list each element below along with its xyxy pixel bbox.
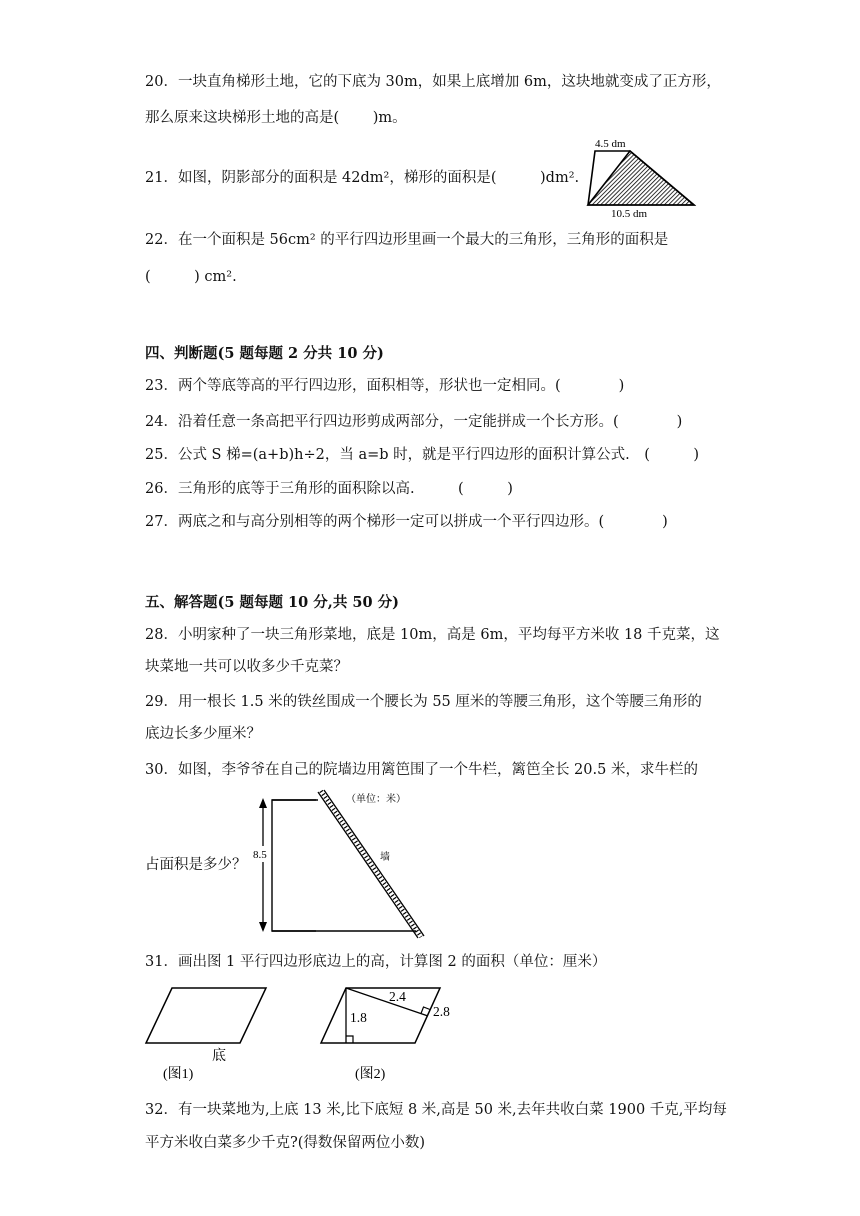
q32-line1: 32．有一块菜地为,上底 13 米,比下底短 8 米,高是 50 米,去年共收白菜 1900 千克,平均每 bbox=[145, 1102, 727, 1118]
q28-line1: 28．小明家种了一块三角形菜地，底是 10m，高是 6m，平均每平方米收 18 千克菜，这 bbox=[145, 627, 720, 643]
shaded-triangle bbox=[588, 151, 694, 205]
q32-line2: 平方米收白菜多少千克?(得数保留两位小数) bbox=[145, 1135, 426, 1151]
q29-line2: 底边长多少厘米？ bbox=[145, 726, 261, 742]
q20-line2: 那么原来这块梯形土地的高是( )m。 bbox=[145, 110, 407, 126]
q21-text: 21．如图，阴影部分的面积是 42dm²，梯形的面积是( )dm². bbox=[145, 170, 580, 186]
fence-outline bbox=[272, 800, 316, 931]
section5-title: 五、解答题(5 题每题 10 分,共 50 分) bbox=[145, 594, 399, 611]
q31-figure-2 bbox=[318, 985, 468, 1080]
q27: 27．两底之和与高分别相等的两个梯形一定可以拼成一个平行四边形。( ) bbox=[145, 514, 668, 530]
arrow-down-icon bbox=[259, 922, 267, 932]
q29-line1: 29．用一根长 1.5 米的铁丝围成一个腰长为 55 厘米的等腰三角形，这个等腰三角形的 bbox=[145, 694, 702, 710]
q20-line1: 20．一块直角梯形土地，它的下底为 30m，如果上底增加 6m，这块地就变成了正方形， bbox=[145, 74, 721, 90]
fig2-a-label: 2.4 bbox=[389, 989, 406, 1004]
q30-line1: 30．如图，李爷爷在自己的院墙边用篱笆围了一个牛栏，篱笆全长 20.5 米，求牛栏的 bbox=[145, 762, 698, 778]
parallelogram-1 bbox=[146, 988, 266, 1043]
q28-line2: 块菜地一共可以收多少千克菜？ bbox=[145, 659, 348, 675]
fig2-caption: (图2) bbox=[355, 1067, 386, 1082]
q30-cattle-pen-figure bbox=[248, 788, 448, 946]
q21-trapezoid-figure bbox=[585, 135, 700, 220]
right-angle-mark-1 bbox=[346, 1036, 353, 1043]
wall-line-1 bbox=[318, 792, 418, 938]
q22-line1: 22．在一个面积是 56cm² 的平行四边形里画一个最大的三角形，三角形的面积是 bbox=[145, 232, 669, 248]
q31-text: 31．画出图 1 平行四边形底边上的高，计算图 2 的面积（单位：厘米） bbox=[145, 954, 607, 970]
fig1-caption: (图1) bbox=[163, 1067, 194, 1082]
wall-hatch bbox=[321, 791, 421, 937]
q24: 24．沿着任意一条高把平行四边形剪成两部分，一定能拼成一个长方形。( ) bbox=[145, 414, 683, 430]
q30-height-label: 8.5 bbox=[253, 849, 267, 861]
q25: 25．公式 S 梯=(a+b)h÷2，当 a=b 时，就是平行四边形的面积计算公式. ( ) bbox=[145, 447, 700, 463]
q23: 23．两个等底等高的平行四边形，面积相等，形状也一定相同。( ) bbox=[145, 378, 625, 394]
wall-line-2 bbox=[324, 790, 424, 936]
fig2-b-label: 2.8 bbox=[433, 1004, 450, 1019]
section4-title: 四、判断题(5 题每题 2 分共 10 分) bbox=[145, 345, 384, 362]
q26: 26．三角形的底等于三角形的面积除以高. ( ) bbox=[145, 481, 513, 497]
q30-unit-label: （单位：米） bbox=[346, 794, 406, 805]
arrow-up-icon bbox=[259, 798, 267, 808]
q30-wall-label: 墙 bbox=[380, 852, 390, 863]
q21-bottom-label: 10.5 dm bbox=[611, 208, 648, 220]
fig2-h-label: 1.8 bbox=[350, 1010, 367, 1025]
q31-figure-1 bbox=[140, 985, 280, 1080]
q22-line2: ( ) cm². bbox=[145, 269, 237, 285]
q21-top-label: 4.5 dm bbox=[595, 138, 626, 150]
parallelogram-2 bbox=[321, 988, 440, 1043]
q30-line2: 占面积是多少？ bbox=[145, 857, 247, 873]
fig1-base-label: 底 bbox=[212, 1049, 226, 1064]
